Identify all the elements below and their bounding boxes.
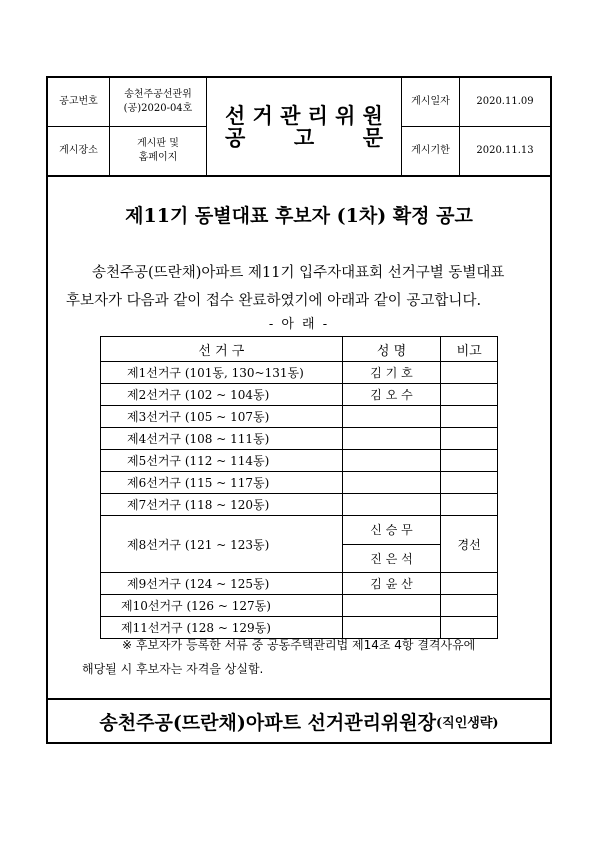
footer-seal-omitted: (직인생략): [436, 716, 499, 731]
post-date-label: 게시일자: [402, 78, 460, 126]
table-row: [101, 406, 498, 428]
table-row: [101, 573, 498, 595]
note-cell: 경선: [441, 516, 498, 573]
table-row: [101, 428, 498, 450]
district-cell: 제11선거구 (128 ~ 129동): [101, 617, 343, 639]
name-cell: [342, 428, 440, 450]
subheading: - 아 래 -: [268, 317, 330, 332]
table-row: [101, 384, 498, 406]
committee-title: [225, 102, 383, 128]
notice-char: 문: [362, 124, 383, 150]
place-value-line1: 게시판 및: [137, 138, 179, 149]
name-cell: 신 승 무: [342, 516, 440, 545]
table-row: [101, 472, 498, 494]
name-cell: 김 기 호: [342, 362, 440, 384]
name-cell: [342, 472, 440, 494]
note-cell: [441, 362, 498, 384]
table-row: [101, 516, 498, 545]
table-row: [101, 595, 498, 617]
note-cell: [441, 384, 498, 406]
name-cell: [342, 450, 440, 472]
post-date-value: 2020.11.09: [476, 96, 534, 107]
notice-body-line2: 후보자가 다음과 같이 접수 완료하였기에 아래과 같이 공고합니다.: [66, 293, 482, 309]
notice-title: 제11기 동별대표 후보자 (1차) 확정 공고: [125, 205, 473, 227]
note-cell: [441, 472, 498, 494]
notice-body: [66, 259, 542, 315]
table-header-row: [101, 337, 498, 362]
note-cell: [441, 428, 498, 450]
notice-no-label: 공고번호: [48, 78, 110, 126]
committee-char: 거: [252, 102, 273, 128]
notice-char: 공: [225, 124, 246, 150]
notice-body-line1: 송천주공(뜨란채)아파트 제11기 입주자대표회 선거구별 동별대표: [92, 265, 505, 281]
name-cell: [342, 406, 440, 428]
note-cell: [441, 595, 498, 617]
note-cell: [441, 450, 498, 472]
place-value: [110, 126, 207, 175]
footer-main: 송천주공(뜨란채)아파트 선거관리위원장: [99, 712, 437, 734]
table-row: [101, 450, 498, 472]
notice-no-value-line1: 송천주공선관위: [124, 89, 192, 100]
district-cell: 제4선거구 (108 ~ 111동): [101, 428, 343, 450]
committee-char: 원: [362, 102, 383, 128]
district-cell: 제2선거구 (102 ~ 104동): [101, 384, 343, 406]
header-note: 비고: [441, 337, 498, 362]
notice-header-table: [48, 78, 550, 177]
place-label: 게시장소: [48, 126, 110, 175]
name-cell: 김 오 수: [342, 384, 440, 406]
note-line2: 해당될 시 후보자는 자격을 상실함.: [82, 662, 264, 676]
district-cell: 제8선거구 (121 ~ 123동): [101, 516, 343, 573]
footer-signature: [48, 699, 550, 744]
name-cell: [342, 595, 440, 617]
district-cell: 제7선거구 (118 ~ 120동): [101, 494, 343, 516]
committee-char: 선: [225, 102, 246, 128]
name-cell: 진 은 석: [342, 544, 440, 573]
table-row: [101, 494, 498, 516]
header-name: 성 명: [342, 337, 440, 362]
committee-char: 위: [335, 102, 356, 128]
place-value-line2: 홈페이지: [138, 152, 178, 163]
notice-doc-title: [225, 124, 383, 150]
note-cell: [441, 573, 498, 595]
district-cell: 제6선거구 (115 ~ 117동): [101, 472, 343, 494]
note-cell: [441, 494, 498, 516]
name-cell: 김 윤 산: [342, 573, 440, 595]
committee-title-block: [207, 78, 402, 175]
name-cell: [342, 494, 440, 516]
committee-char: 관: [280, 102, 301, 128]
notice-no-value-line2: (공)2020-04호: [123, 103, 193, 114]
district-cell: 제1선거구 (101동, 130~131동): [101, 362, 343, 384]
notice-char: 고: [293, 124, 315, 150]
deadline-label: 게시기한: [402, 126, 460, 175]
district-cell: 제10선거구 (126 ~ 127동): [101, 595, 343, 617]
table-row: [101, 362, 498, 384]
disqualification-note: [70, 633, 540, 681]
district-cell: 제5선거구 (112 ~ 114동): [101, 450, 343, 472]
committee-char: 리: [307, 102, 328, 128]
deadline-value: 2020.11.13: [460, 126, 550, 175]
header-district: 선 거 구: [101, 337, 343, 362]
notice-document: [46, 76, 552, 744]
district-cell: 제9선거구 (124 ~ 125동): [101, 573, 343, 595]
note-line1: ※ 후보자가 등록한 서류 중 공동주택관리법 제14조 4항 결격사유에: [122, 638, 476, 652]
candidate-table: [100, 336, 498, 639]
district-cell: 제3선거구 (105 ~ 107동): [101, 406, 343, 428]
note-cell: [441, 406, 498, 428]
notice-no-value: [110, 78, 207, 126]
